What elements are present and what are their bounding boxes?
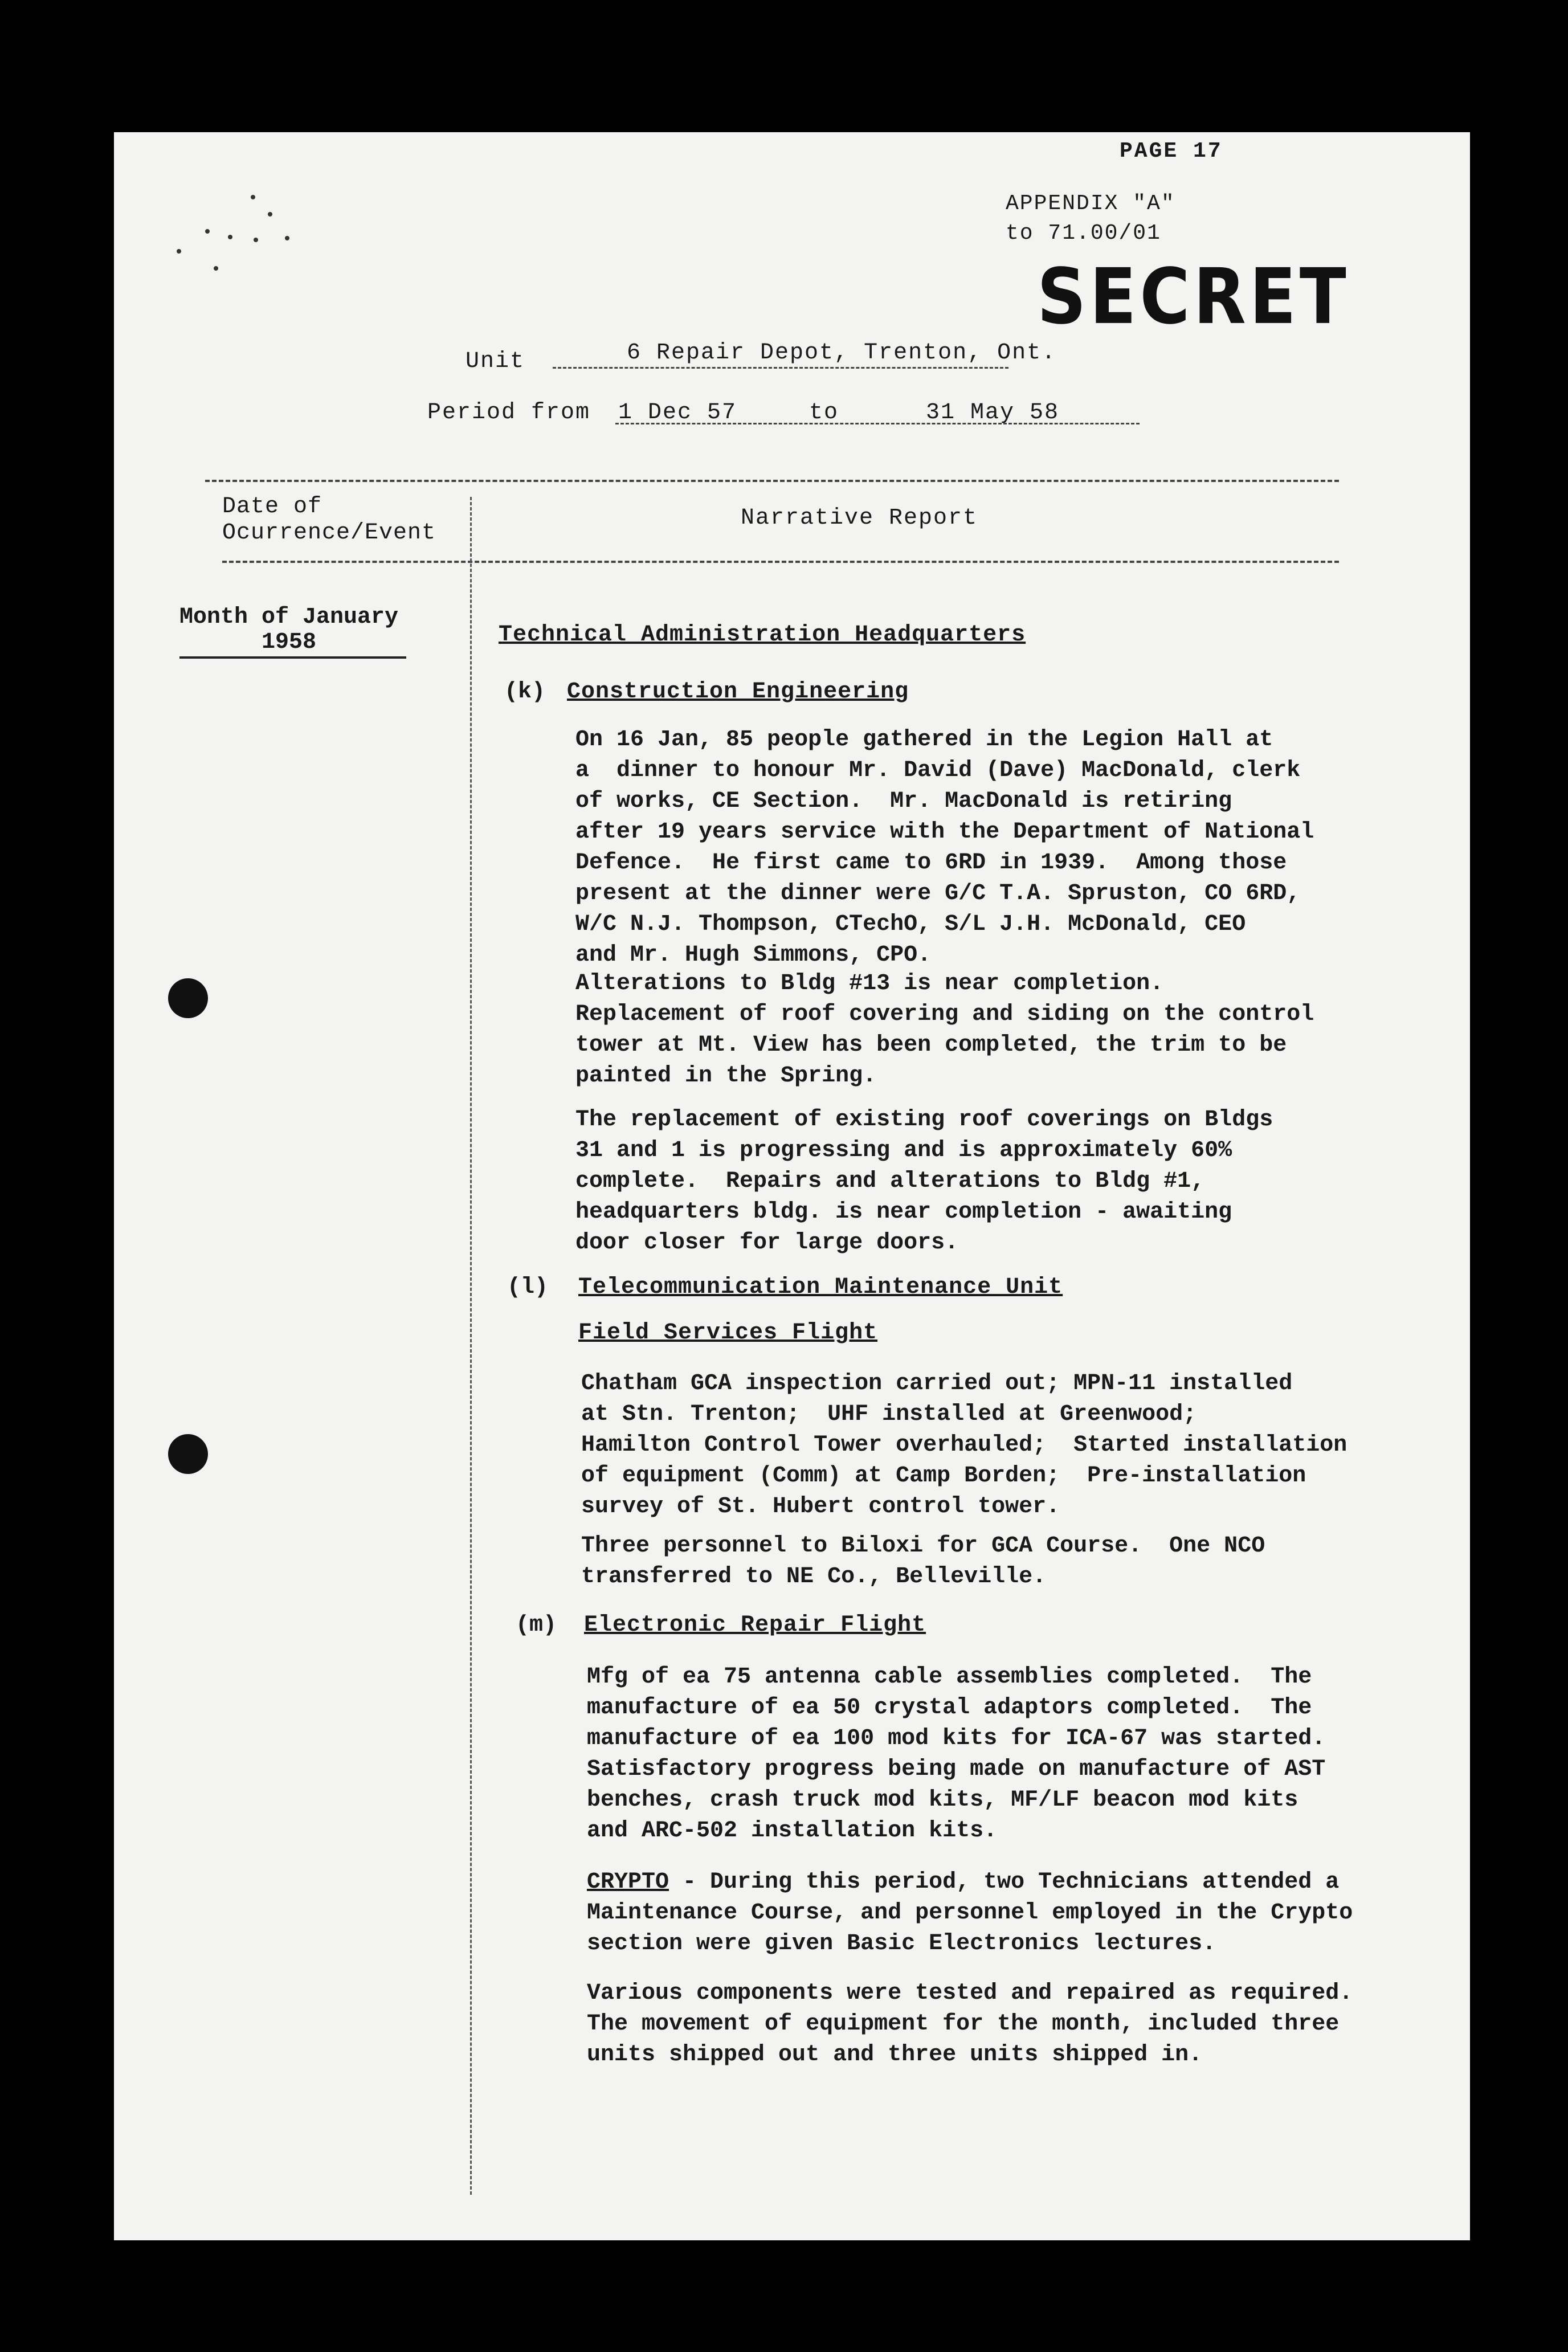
speck bbox=[285, 236, 289, 240]
subsection-title-field-services: Field Services Flight bbox=[578, 1320, 878, 1346]
paragraph-field-services: Chatham GCA inspection carried out; MPN-11 installed at Stn. Trenton; UHF installed at Greenwood; Hamilton Control Tower overhauled; Started installation of equipment (Comm) at Camp Borden; Pre-installation survey of St. Hubert control tower. bbox=[581, 1371, 1348, 1520]
crypto-text: - During this period, two Technicians attended a Maintenance Course, and personnel employed in the Crypto section were given Basic Electronics lectures. bbox=[587, 1869, 1353, 1957]
period-to: 31 May 58 bbox=[926, 400, 1060, 426]
column-divider bbox=[470, 497, 472, 2195]
section-title-construction: Construction Engineering bbox=[567, 679, 909, 705]
paragraph-bldg-13: Alterations to Bldg #13 is near completion. Replacement of roof covering and siding on the control tower at Mt. View has been completed, the trim to be painted in the Spring. bbox=[575, 971, 1314, 1089]
binder-hole-bottom bbox=[168, 1434, 208, 1474]
speck bbox=[228, 235, 232, 239]
period-label: Period from bbox=[427, 400, 591, 426]
speck bbox=[177, 249, 181, 254]
paragraph-personnel-biloxi: Three personnel to Biloxi for GCA Course. One NCO transferred to NE Co., Belleville. bbox=[581, 1533, 1265, 1590]
speck bbox=[214, 266, 218, 271]
period-underline bbox=[615, 423, 1140, 424]
section-title-telecommunication: Telecommunication Maintenance Unit bbox=[578, 1275, 1063, 1300]
page-number: PAGE 17 bbox=[1120, 139, 1223, 164]
unit-label: Unit bbox=[466, 349, 525, 374]
paragraph-manufacturing: Mfg of ea 75 antenna cable assemblies completed. The manufacture of ea 50 crystal adaptors completed. The manufacture of ea 100 mod kits for ICA-67 was started. Satisfactory progress being made on manufacture of AST benches, crash truck mod kits, MF/LF beacon mod kits and ARC-502 installation kits. bbox=[587, 1664, 1326, 1844]
paragraph-roof-coverings: The replacement of existing roof coverings on Bldgs 31 and 1 is progressing and is approximately 60% complete. Repairs and alterations to Bldg #1, headquarters bldg. is near completion - awaiting door closer for large doors. bbox=[575, 1107, 1273, 1256]
speck bbox=[268, 212, 272, 217]
appendix-reference bbox=[1006, 189, 1175, 248]
section-letter-l: (l) bbox=[507, 1275, 549, 1300]
section-letter-m: (m) bbox=[516, 1612, 557, 1638]
entry-date: Month of January 1958 bbox=[179, 605, 399, 655]
period-from: 1 Dec 57 bbox=[618, 400, 737, 426]
date-column-header: Date of Ocurrence/Event bbox=[222, 494, 436, 546]
paragraph-legion-hall-dinner: On 16 Jan, 85 people gathered in the Legion Hall at a dinner to honour Mr. David (Dave) MacDonald, clerk of works, CE Section. Mr. MacDonald is retiring after 19 years service with the Department of National Defence. He first came to 6RD in 1939. Among those present at the dinner were G/C T.A. Spruston, CO 6RD, W/C N.J. Thompson, CTechO, S/L J.H. McDonald, CEO and Mr. Hugh Simmons, CPO. bbox=[575, 727, 1314, 968]
column-header-rule-top bbox=[205, 480, 1339, 482]
paragraph-crypto bbox=[587, 1867, 1353, 1959]
speck bbox=[205, 229, 210, 234]
classification-stamp: SECRET bbox=[1037, 252, 1350, 342]
binder-hole-top bbox=[168, 978, 208, 1018]
appendix-line-2: to 71.00/01 bbox=[1006, 221, 1161, 246]
document-page bbox=[114, 132, 1470, 2240]
crypto-label: CRYPTO bbox=[587, 1869, 669, 1895]
entry-date-rule bbox=[179, 656, 406, 659]
appendix-line-1: APPENDIX "A" bbox=[1006, 191, 1175, 216]
unit-underline bbox=[553, 367, 1008, 369]
period-to-label: to bbox=[809, 400, 839, 426]
narrative-column-header: Narrative Report bbox=[741, 505, 978, 531]
unit-value: 6 Repair Depot, Trenton, Ont. bbox=[627, 340, 1057, 366]
column-header-rule-bottom bbox=[222, 561, 1339, 563]
paragraph-components-tested: Various components were tested and repaired as required. The movement of equipment for the month, included three units shipped out and three units shipped in. bbox=[587, 1981, 1353, 2068]
speck bbox=[254, 238, 258, 242]
section-heading: Technical Administration Headquarters bbox=[499, 622, 1026, 648]
section-title-electronic-repair: Electronic Repair Flight bbox=[584, 1612, 926, 1638]
speck bbox=[251, 195, 255, 199]
section-letter-k: (k) bbox=[504, 679, 546, 705]
